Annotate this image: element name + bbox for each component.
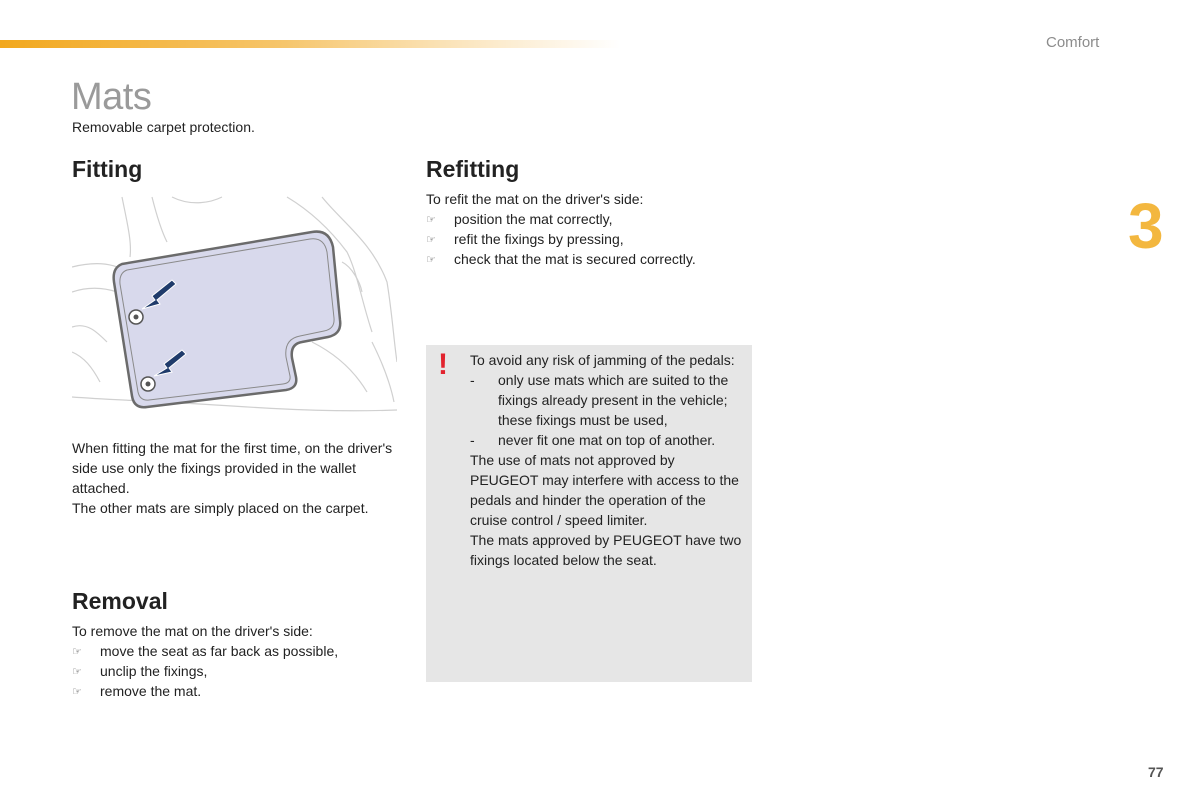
refitting-intro: To refit the mat on the driver's side: [426,191,644,207]
warning-intro: To avoid any risk of jamming of the pedals: [470,352,735,368]
list-item: ☞ move the seat as far back as possible, [72,641,402,661]
warning-list [470,370,746,450]
removal-steps [72,641,402,701]
list-item: - only use mats which are suited to the fixings already present in the vehicle; these fixings must be used, [470,372,729,428]
dash-marker: - [470,432,475,448]
page-title: Mats [71,76,152,118]
header-accent-bar [0,40,620,48]
fixing-lower [141,377,155,391]
pointing-hand-icon: ☞ [72,686,82,698]
removal-intro: To remove the mat on the driver's side: [72,623,313,639]
fitting-heading: Fitting [72,156,143,182]
list-item: ☞ check that the mat is secured correctly. [426,249,756,269]
refitting-steps [426,209,756,269]
list-item: ☞ unclip the fixings, [72,661,402,681]
pointing-hand-icon: ☞ [426,234,436,246]
list-item: ☞ position the mat correctly, [426,209,756,229]
warning-paragraph-1: The use of mats not approved by PEUGEOT may interfere with access to the pedals and hinder the operation of the cruise control / speed limiter. [470,452,739,528]
list-item: - never fit one mat on top of another. [470,432,716,448]
page-subtitle: Removable carpet protection. [72,119,255,135]
fitting-paragraph-1: When fitting the mat for the first time, on the driver's side use only the fixings provided in the wallet attached. [72,440,393,496]
fitting-paragraph-2: The other mats are simply placed on the carpet. [72,500,369,516]
warning-paragraph-2: The mats approved by PEUGEOT have two fixings located below the seat. [470,532,742,568]
pointing-hand-icon: ☞ [426,254,436,266]
pointing-hand-icon: ☞ [426,214,436,226]
exclamation-icon: ! [438,348,448,381]
warning-text [470,350,746,570]
removal-heading: Removal [72,588,168,614]
page-number: 77 [1148,764,1164,780]
list-item: ☞ refit the fixings by pressing, [426,229,756,249]
dash-marker: - [470,372,475,388]
list-item: ☞ remove the mat. [72,681,402,701]
fixing-upper [129,310,143,324]
pointing-hand-icon: ☞ [72,646,82,658]
mat-fitting-illustration [72,192,397,414]
refitting-heading: Refitting [426,156,520,182]
chapter-number: 3 [1128,190,1164,262]
pointing-hand-icon: ☞ [72,666,82,678]
section-label: Comfort [1046,34,1100,51]
